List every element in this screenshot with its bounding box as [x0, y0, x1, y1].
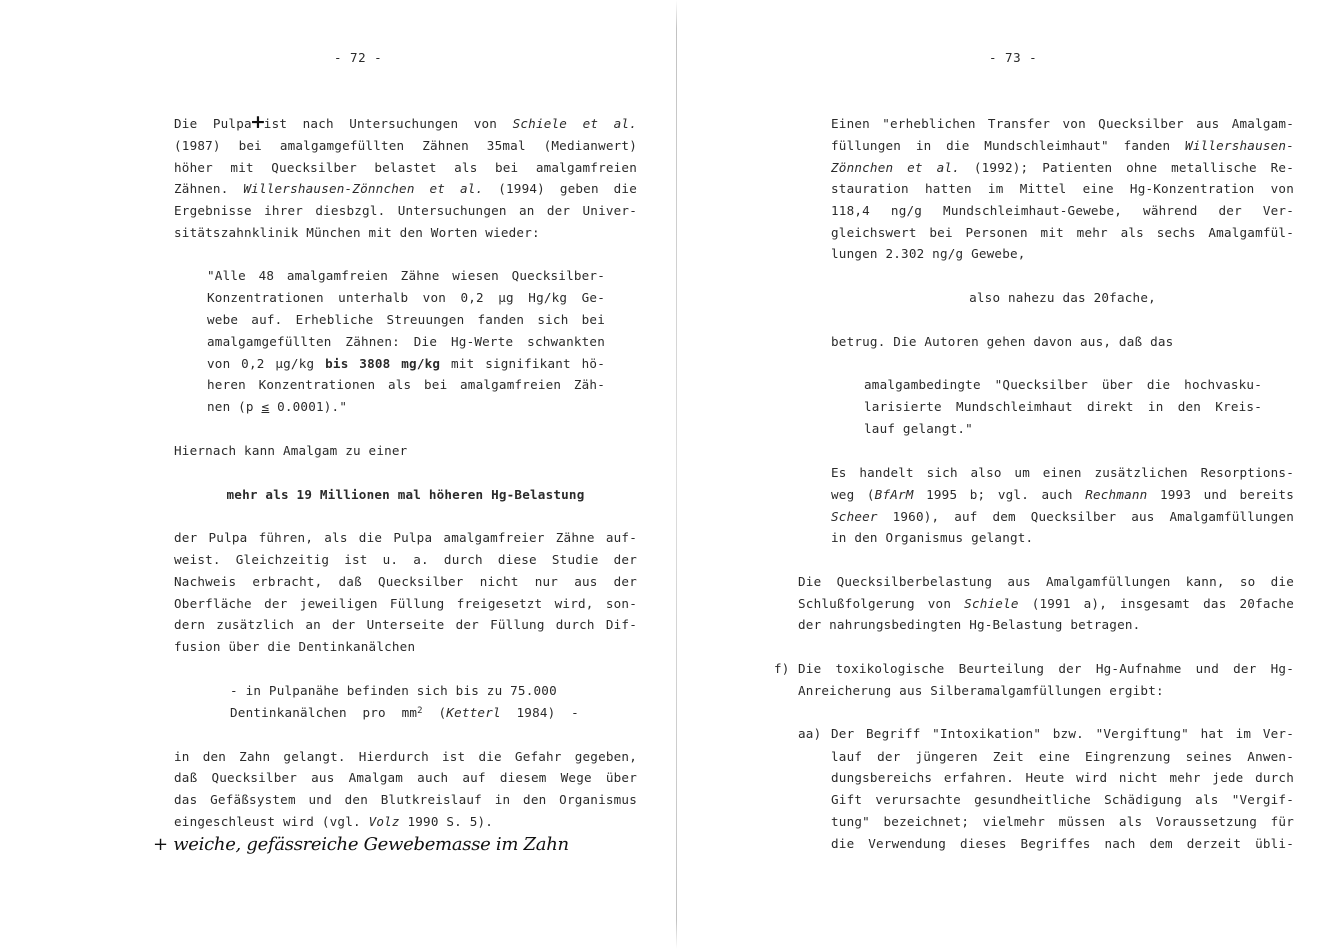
quote-line: heren Konzentrationen als bei amalgamfreien Zäh-	[207, 377, 605, 392]
centered-line: also nahezu das 20fache,	[969, 290, 1156, 305]
quote-line: Konzentrationen unterhalb von 0,2 µg Hg/kg Ge-	[207, 290, 605, 305]
quote-line: "Alle 48 amalgamfreien Zähne wiesen Quecksilber-	[207, 268, 605, 283]
text-line: dern zusätzlich an der Unterseite der Füllung durch Dif-	[174, 617, 637, 632]
quote-line: nen (p ≤ 0.0001)."	[207, 399, 348, 414]
insertion-mark: +	[250, 111, 266, 133]
text-line: der Pulpa führen, als die Pulpa amalgamfreier Zähne auf-	[174, 530, 637, 545]
text-line: das Gefäßsystem und den Blutkreislauf in den Organismus	[174, 792, 637, 807]
page-number: - 73 -	[989, 50, 1038, 65]
right-page	[672, 0, 1342, 949]
text-line: Die Pulpa ist nach Untersuchungen von Schiele et al.	[174, 116, 637, 131]
text-line: eingeschleust wird (vgl. Volz 1990 S. 5).	[174, 814, 494, 829]
quote-line: larisierte Mundschleimhaut direkt in den Kreis-	[864, 399, 1262, 414]
list-item-line: Der Begriff "Intoxikation" bzw. "Vergiftung" hat im Ver-	[831, 726, 1294, 741]
text-line: der nahrungsbedingten Hg-Belastung betragen.	[798, 617, 1141, 632]
text-line: Die Quecksilberbelastung aus Amalgamfüllungen kann, so die	[798, 574, 1294, 589]
quote-line: amalgambedingte "Quecksilber über die hochvasku-	[864, 377, 1262, 392]
indented-line: - in Pulpanähe befinden sich bis zu 75.000	[230, 683, 557, 698]
text-line: Es handelt sich also um einen zusätzlichen Resorptions-	[831, 465, 1294, 480]
text-line: füllungen in die Mundschleimhaut" fanden Willershausen-	[831, 138, 1294, 153]
text-line: lungen 2.302 ng/g Gewebe,	[831, 246, 1026, 261]
list-item-line: die Verwendung dieses Begriffes nach dem derzeit übli-	[831, 836, 1294, 851]
text-line: in den Zahn gelangt. Hierdurch ist die Gefahr gegeben,	[174, 749, 637, 764]
text-line: fusion über die Dentinkanälchen	[174, 639, 416, 654]
quote-line: amalgamgefüllten Zähnen: Die Hg-Werte schwankten	[207, 334, 605, 349]
left-page	[0, 0, 670, 949]
text-line: Oberfläche der jeweiligen Füllung freigesetzt wird, son-	[174, 596, 637, 611]
text-line: gleichswert bei Personen mit mehr als sechs Amalgamfül-	[831, 225, 1294, 240]
indented-line: Dentinkanälchen pro $mm^2$ (Ketterl 1984) -	[230, 705, 579, 720]
text-line: 118,4 ng/g Mundschleimhaut-Gewebe, während der Ver-	[831, 203, 1294, 218]
list-item-line: tung" bezeichnet; vielmehr müssen als Voraussetzung für	[831, 814, 1294, 829]
list-item-line: Gift verursachte gesundheitliche Schädigung als "Vergif-	[831, 792, 1294, 807]
text-line: weg (BfArM 1995 b; vgl. auch Rechmann 1993 und bereits	[831, 487, 1294, 502]
text-line: Einen "erheblichen Transfer von Quecksilber aus Amalgam-	[831, 116, 1294, 131]
page-number: - 72 -	[334, 50, 383, 65]
lead-in-text: Hiernach kann Amalgam zu einer	[174, 443, 408, 458]
text-line: Zähnen. Willershausen-Zönnchen et al. (1994) geben die	[174, 181, 637, 196]
list-item-line: Die toxikologische Beurteilung der Hg-Aufnahme und der Hg-	[798, 661, 1294, 676]
list-marker: aa)	[798, 726, 822, 741]
lead-in-text: betrug. Die Autoren gehen davon aus, daß das	[831, 334, 1174, 349]
text-line: in den Organismus gelangt.	[831, 530, 1034, 545]
list-marker: f)	[774, 661, 790, 676]
list-item-line: lauf der jüngeren Zeit eine Eingrenzung seines Anwen-	[831, 749, 1294, 764]
text-line: Nachweis erbracht, daß Quecksilber nicht nur aus der	[174, 574, 637, 589]
text-line: daß Quecksilber aus Amalgam auch auf diesem Wege über	[174, 770, 637, 785]
text-line: Scheer 1960), auf dem Quecksilber aus Amalgamfüllungen	[831, 509, 1294, 524]
text-line: weist. Gleichzeitig ist u. a. durch diese Studie der	[174, 552, 637, 567]
text-line: höher mit Quecksilber belastet als bei amalgamfreien	[174, 160, 637, 175]
text-line: Schlußfolgerung von Schiele (1991 a), insgesamt das 20fache	[798, 596, 1294, 611]
list-item-line: Anreicherung aus Silberamalgamfüllungen ergibt:	[798, 683, 1164, 698]
text-line: (1987) bei amalgamgefüllten Zähnen 35mal (Medianwert)	[174, 138, 637, 153]
text-line: Ergebnisse ihrer diesbzgl. Untersuchungen an der Univer-	[174, 203, 637, 218]
text-line: Zönnchen et al. (1992); Patienten ohne metallische Re-	[831, 160, 1294, 175]
quote-line: lauf gelangt."	[864, 421, 973, 436]
text-line: stauration hatten im Mittel eine Hg-Konzentration von	[831, 181, 1294, 196]
list-item-line: dungsbereichs erfahren. Heute wird nicht mehr jede durch	[831, 770, 1294, 785]
handwritten-note: + weiche, gefässreiche Gewebemasse im Zahn	[153, 834, 569, 855]
quote-line: von 0,2 µg/kg bis 3808 mg/kg mit signifikant hö-	[207, 356, 605, 371]
text-line: sitätszahnklinik München mit den Worten wieder:	[174, 225, 540, 240]
quote-line: webe auf. Erhebliche Streuungen fanden sich bei	[207, 312, 605, 327]
emphasis-line: mehr als 19 Millionen mal höheren Hg-Belastung	[226, 487, 585, 502]
